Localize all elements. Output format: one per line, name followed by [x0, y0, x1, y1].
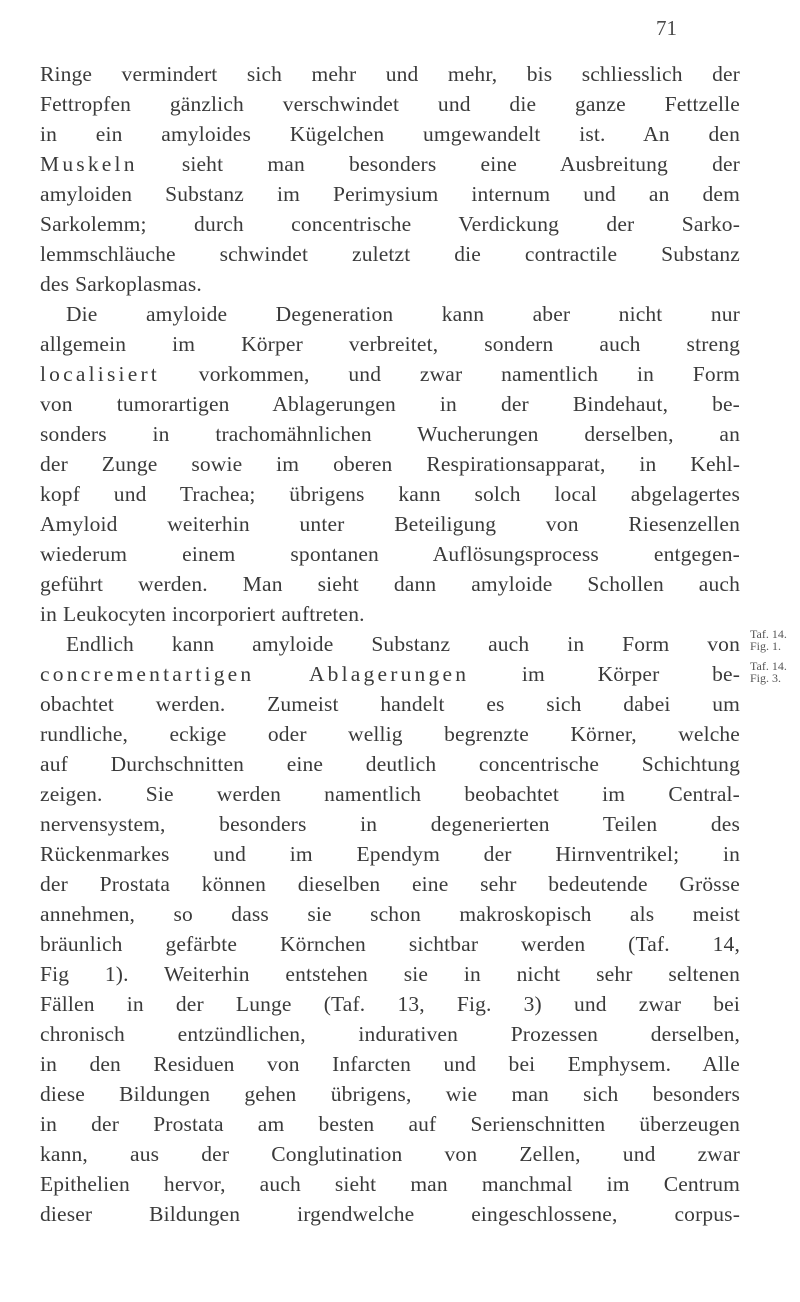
text-line-26: nervensystem, besonders in degenerierten Teilen des: [40, 812, 740, 836]
margin-note-1-figure: Fig. 1.: [750, 639, 782, 653]
text-line-27: Rückenmarkes und im Ependym der Hirnventrikel; in: [40, 842, 740, 866]
text-line-25: zeigen. Sie werden namentlich beobachtet im Central-: [40, 782, 740, 806]
text-line-38: Epithelien hervor, auch sieht man manchmal im Centrum: [40, 1172, 740, 1196]
text-line-19: in Leukocyten incorporiert auftreten.: [40, 602, 365, 626]
spaced-term-muskeln: Muskeln: [40, 152, 138, 176]
text-line-36: in der Prostata am besten auf Serienschnitten überzeugen: [40, 1112, 740, 1136]
spaced-term-concrementartigen: concrementartigen Ablagerungen: [40, 662, 470, 686]
text-line-11: [40, 359, 740, 389]
margin-note-2-plate: Taf. 14.: [750, 659, 787, 673]
text-line-17: wiederum einem spontanen Auflösungsprocess entgegen-: [40, 542, 740, 566]
text-line-4: [40, 149, 740, 179]
text-line-11-post: vorkommen, und zwar namentlich in Form: [159, 362, 740, 386]
text-line-15: kopf und Trachea; übrigens kann solch local abgelagertes: [40, 482, 740, 506]
text-line-37: kann, aus der Conglutination von Zellen, und zwar: [40, 1142, 740, 1166]
text-line-5: amyloiden Substanz im Perimysium internum und an dem: [40, 182, 740, 206]
margin-note-1-plate: Taf. 14.: [750, 627, 787, 641]
body-text: [40, 59, 740, 1229]
text-line-20: Endlich kann amyloide Substanz auch in Form von: [66, 632, 740, 656]
text-line-35: diese Bildungen gehen übrigens, wie man sich besonders: [40, 1082, 740, 1106]
text-line-1: Ringe vermindert sich mehr und mehr, bis schliesslich der: [40, 62, 740, 86]
text-line-18: geführt werden. Man sieht dann amyloide Schollen auch: [40, 572, 740, 596]
text-line-21-post: im Körper be-: [469, 662, 741, 686]
text-line-32: Fällen in der Lunge (Taf. 13, Fig. 3) und zwar bei: [40, 992, 740, 1016]
text-line-22: obachtet werden. Zumeist handelt es sich dabei um: [40, 692, 740, 716]
text-line-4-post: sieht man besonders eine Ausbreitung der: [137, 152, 740, 176]
text-line-30: bräunlich gefärbte Körnchen sichtbar werden (Taf. 14,: [40, 932, 740, 956]
text-line-3: in ein amyloides Kügelchen umgewandelt ist. An den: [40, 122, 740, 146]
text-line-8: des Sarkoplasmas.: [40, 272, 202, 296]
text-line-12: von tumorartigen Ablagerungen in der Bindehaut, be-: [40, 392, 740, 416]
margin-note-2-figure: Fig. 3.: [750, 671, 782, 685]
text-line-9: Die amyloide Degeneration kann aber nicht nur: [66, 302, 740, 326]
text-line-7: lemmschläuche schwindet zuletzt die contractile Substanz: [40, 242, 740, 266]
text-line-24: auf Durchschnitten eine deutlich concentrische Schichtung: [40, 752, 740, 776]
margin-note-taf-14-fig-3: [750, 660, 787, 684]
text-line-14: der Zunge sowie im oberen Respirationsapparat, in Kehl-: [40, 452, 740, 476]
page-number: 71: [656, 16, 677, 40]
text-line-28: der Prostata können dieselben eine sehr bedeutende Grösse: [40, 872, 740, 896]
text-line-6: Sarkolemm; durch concentrische Verdickung der Sarko-: [40, 212, 740, 236]
text-line-39: dieser Bildungen irgendwelche eingeschlossene, corpus-: [40, 1202, 740, 1226]
text-line-23: rundliche, eckige oder wellig begrenzte Körner, welche: [40, 722, 740, 746]
spaced-term-localisiert: localisiert: [40, 362, 160, 386]
text-line-13: sonders in trachomähnlichen Wucherungen derselben, an: [40, 422, 740, 446]
text-line-33: chronisch entzündlichen, indurativen Prozessen derselben,: [40, 1022, 740, 1046]
text-line-2: Fettropfen gänzlich verschwindet und die ganze Fettzelle: [40, 92, 740, 116]
text-line-21: [40, 659, 740, 689]
margin-note-taf-14-fig-1: [750, 628, 787, 652]
text-line-10: allgemein im Körper verbreitet, sondern auch streng: [40, 332, 740, 356]
text-line-29: annehmen, so dass sie schon makroskopisch als meist: [40, 902, 740, 926]
text-line-34: in den Residuen von Infarcten und bei Emphysem. Alle: [40, 1052, 740, 1076]
text-line-31: Fig 1). Weiterhin entstehen sie in nicht sehr seltenen: [40, 962, 740, 986]
text-line-16: Amyloid weiterhin unter Beteiligung von Riesenzellen: [40, 512, 740, 536]
